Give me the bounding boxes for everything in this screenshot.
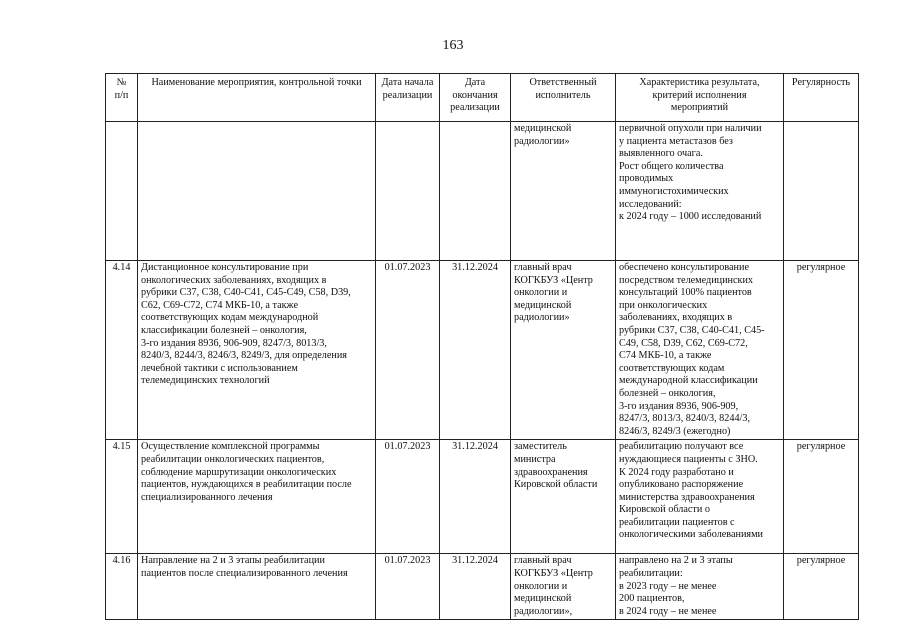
row-start-date: 01.07.2023 — [376, 554, 440, 620]
header-number: № п/п — [106, 74, 138, 122]
header-result: Характеристика результата, критерий исполнения мероприятий — [616, 74, 784, 122]
row-regularity — [784, 122, 859, 261]
page-number: 163 — [442, 38, 464, 53]
header-end-date: Дата окончания реализации — [440, 74, 511, 122]
table-row — [106, 440, 859, 554]
row-number — [106, 122, 138, 261]
row-result: направлено на 2 и 3 этапы реабилитации: в 2023 году – не менее 200 пациентов, в 2024 году – не менее — [616, 554, 784, 620]
row-responsible: главный врач КОГКБУЗ «Центр онкологии и медицинской радиологии», — [511, 554, 616, 620]
row-start-date — [376, 122, 440, 261]
row-regularity: регулярное — [784, 554, 859, 620]
row-end-date: 31.12.2024 — [440, 554, 511, 620]
row-number: 4.15 — [106, 440, 138, 554]
row-end-date — [440, 122, 511, 261]
table-row — [106, 122, 859, 261]
row-result: первичной опухоли при наличии у пациента метастазов без выявленного очага. Рост общего количества проводимых иммуногистохимических исследований: к 2024 году – 1000 исследований — [616, 122, 784, 261]
table-header-row — [106, 74, 859, 122]
row-name: Дистанционное консультирование при онкологических заболеваниях, входящих в рубрики C37, C38, C40-C41, C45-C49, C58, D39, C62, C69-C72, C74 МКБ-10, а также соответствующих кодам международной классификации болезней – онкология, 3-го издания 8936, 906-909, 8247/3, 8013/3, 8240/3, 8244/3, 8246/3, 8249/3, для определения лечебной тактики с использованием телемедицинских технологий — [138, 261, 376, 440]
row-result: реабилитацию получают все нуждающиеся пациенты с ЗНО. К 2024 году разработано и опубликовано распоряжение министерства здравоохранения Кировской области о реабилитации пациентов с онкологическими заболеваниями — [616, 440, 784, 554]
row-name: Направление на 2 и 3 этапы реабилитации пациентов после специализированного лечения — [138, 554, 376, 620]
row-name: Осуществление комплексной программы реабилитации онкологических пациентов, соблюдение маршрутизации онкологических пациентов, нуждающихся в реабилитации после специализированного лечения — [138, 440, 376, 554]
row-end-date: 31.12.2024 — [440, 440, 511, 554]
header-name: Наименование мероприятия, контрольной точки — [138, 74, 376, 122]
table-row — [106, 261, 859, 440]
row-responsible: медицинской радиологии» — [511, 122, 616, 261]
row-number: 4.16 — [106, 554, 138, 620]
row-name — [138, 122, 376, 261]
plan-table — [105, 73, 859, 620]
row-regularity: регулярное — [784, 440, 859, 554]
row-regularity: регулярное — [784, 261, 859, 440]
row-responsible: заместитель министра здравоохранения Кировской области — [511, 440, 616, 554]
header-start-date: Дата начала реализации — [376, 74, 440, 122]
row-result: обеспечено консультирование посредством телемедицинских консультаций 100% пациентов при онкологических заболеваниях, входящих в рубрики C37, C38, C40-C41, C45- C49, C58, D39, C62, C69-C72, C74 МКБ-10, а также соответствующих кодам международной классификации болезней – онкология, 3-го издания 8936, 906-909, 8247/3, 8013/3, 8240/3, 8244/3, 8246/3, 8249/3 (ежегодно) — [616, 261, 784, 440]
row-number: 4.14 — [106, 261, 138, 440]
row-start-date: 01.07.2023 — [376, 440, 440, 554]
header-regularity: Регулярность — [784, 74, 859, 122]
row-end-date: 31.12.2024 — [440, 261, 511, 440]
table-row — [106, 554, 859, 620]
row-responsible: главный врач КОГКБУЗ «Центр онкологии и медицинской радиологии» — [511, 261, 616, 440]
row-start-date: 01.07.2023 — [376, 261, 440, 440]
header-responsible: Ответственный исполнитель — [511, 74, 616, 122]
